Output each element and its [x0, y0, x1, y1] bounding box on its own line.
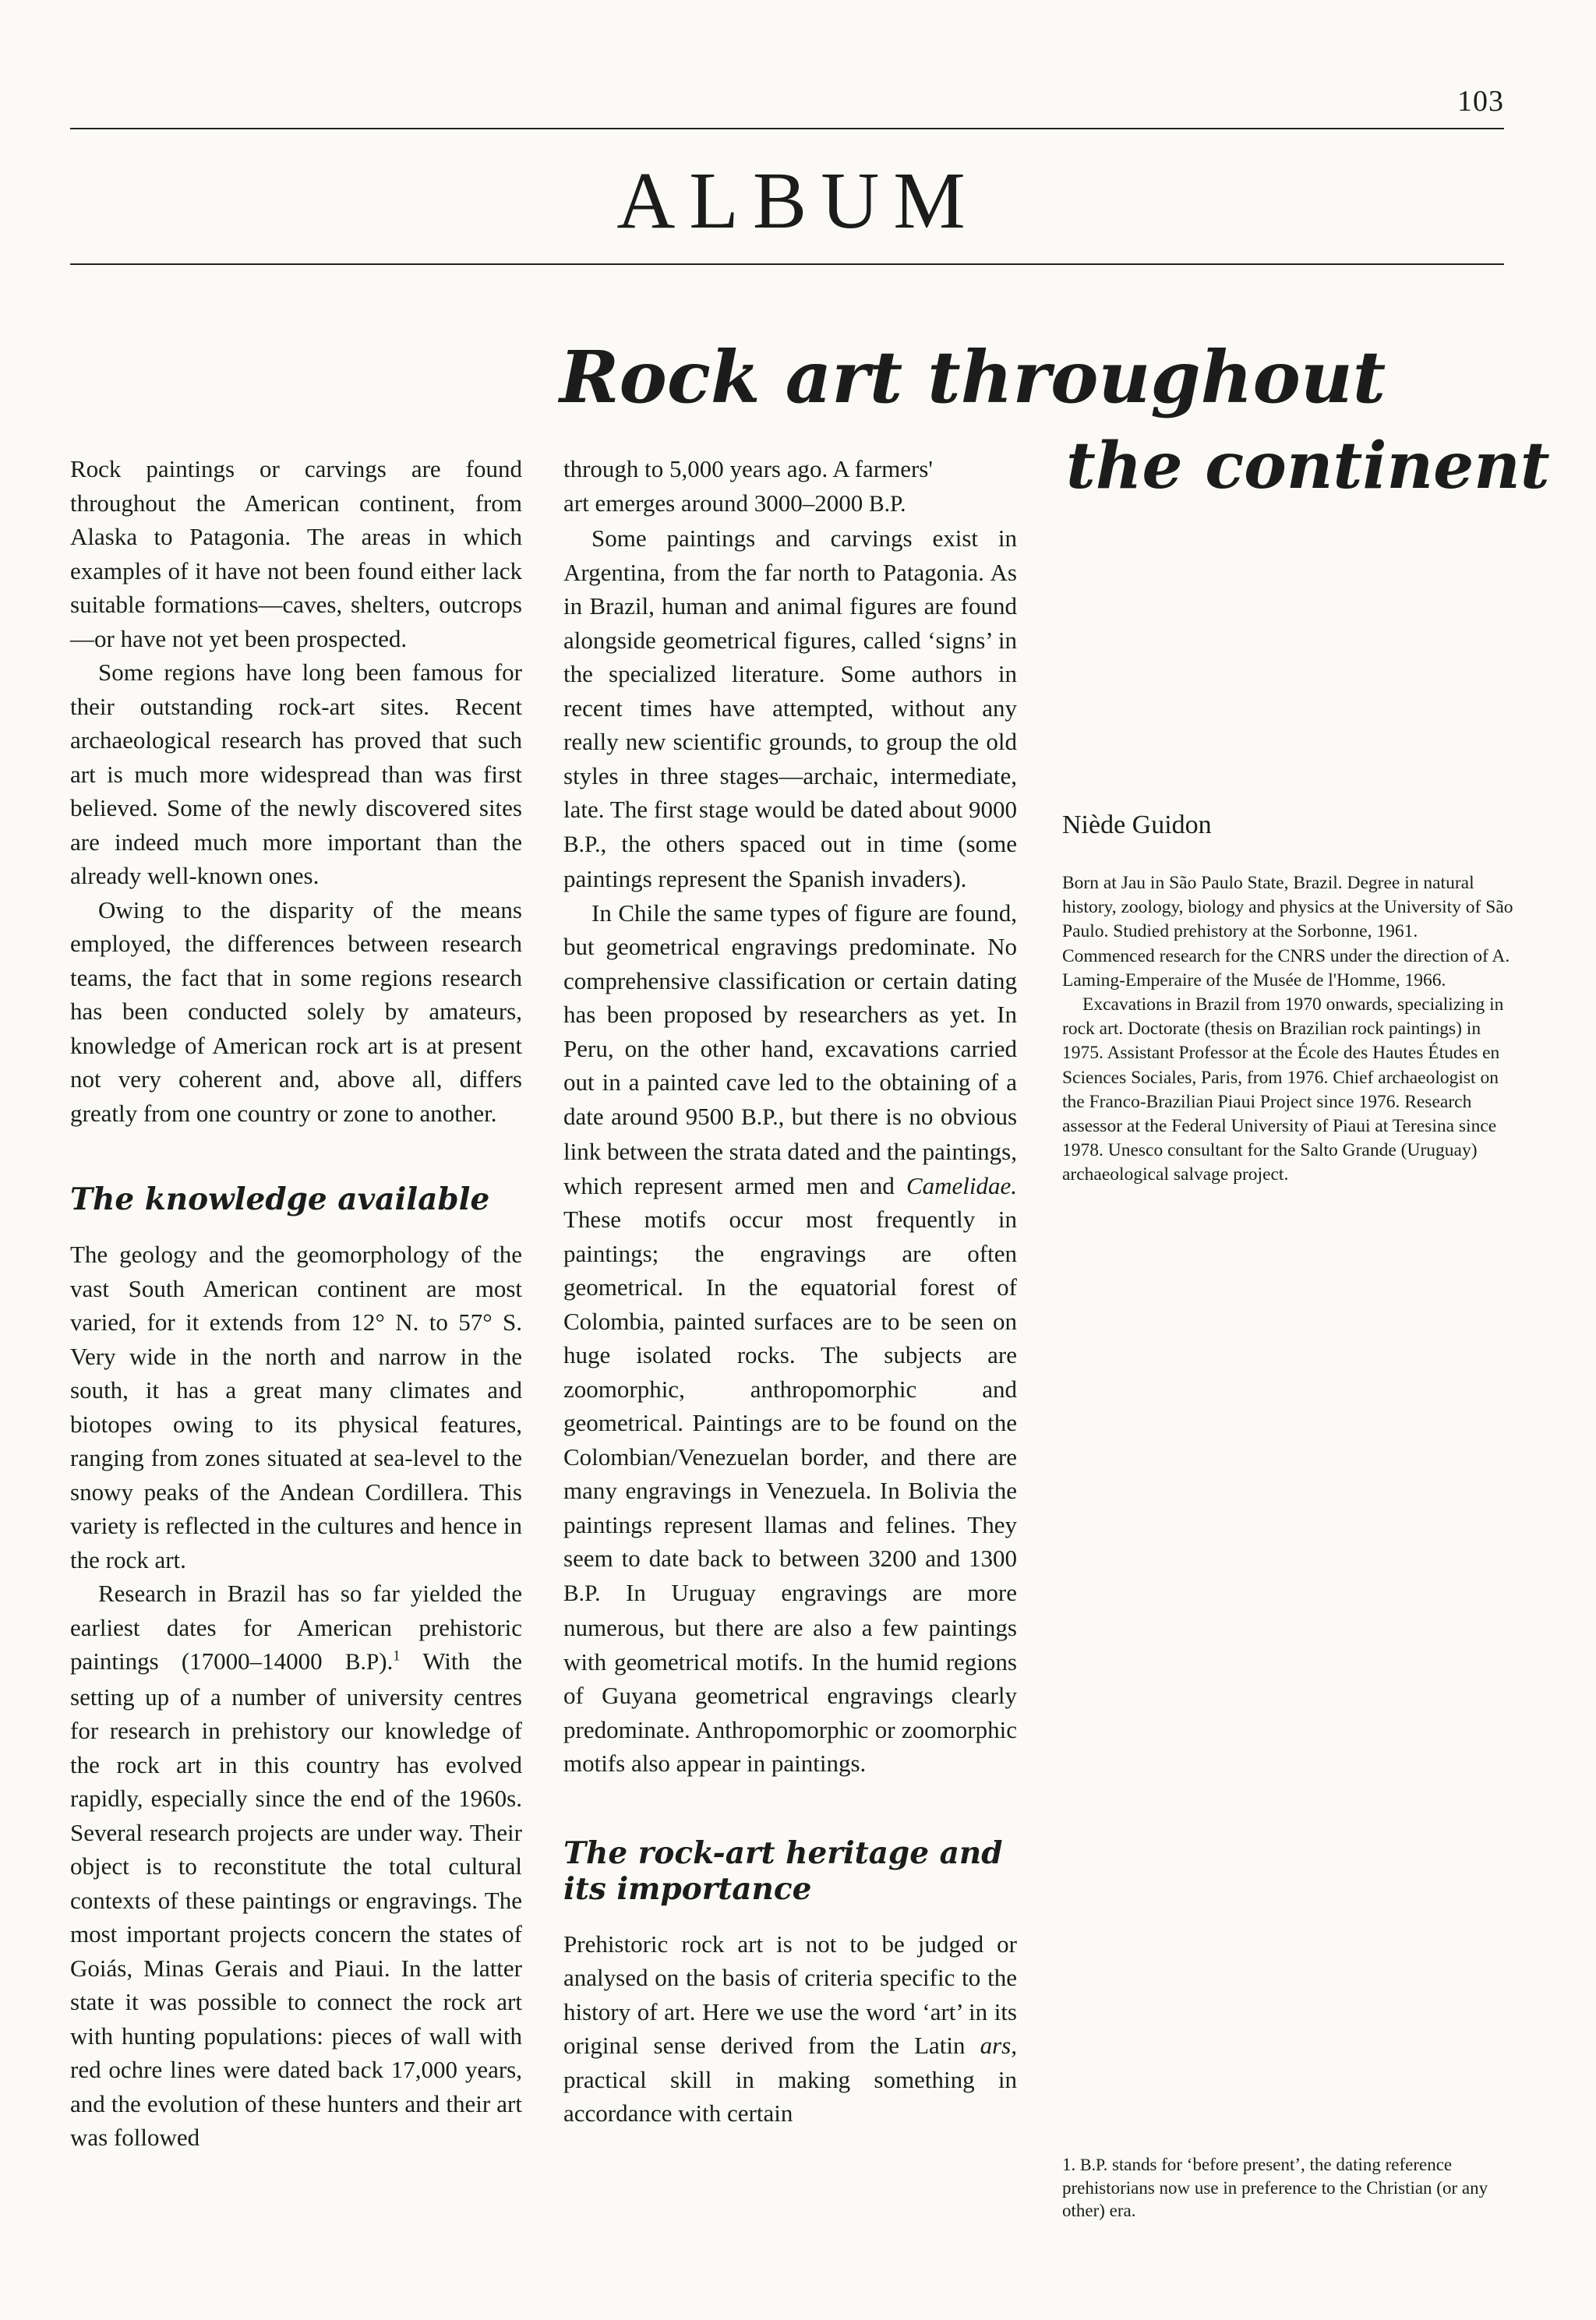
text-run: practical skill in making something in accordance with certain	[563, 2065, 1017, 2127]
section-title: ALBUM	[616, 156, 980, 245]
bp-abbrev: B.P.	[869, 491, 906, 517]
text-run: With the setting up of a number of university centres for research in prehistory our knowledge of the rock art in this country has evolved rapidly, especially since the end of the 1960s. Several research projects are under way. Their object is to reconstitute the total cultural contexts of these paintings or engravings. The most important projects concern the states of Goiás, Minas Gerais and Piaui. In the latter state it was possible to connect the rock art with hunting populations: pieces of wall with red ochre lines were dated back 17,000 years, and the evolution of these hunters and their art was followed	[70, 1647, 522, 2151]
text-run: , the others spaced out in time (some paintings represent the Spanish invaders).	[563, 829, 1017, 892]
article-title-line-2: the continent	[1066, 429, 1550, 503]
author-name: Niède Guidon	[1062, 810, 1212, 839]
subhead-knowledge: The knowledge available	[70, 1181, 490, 1217]
bp-abbrev: B.P.	[563, 832, 601, 857]
top-rule	[70, 128, 1504, 129]
text-run: In Uruguay engravings are more numerous, but there are also a few paintings with geometrical motifs. In the humid regions of Guyana geometrical engravings clearly predominate. Anthropomorphic or zoomorphic motifs also appear in paintings.	[563, 1578, 1017, 1777]
footnote-text: stands for ‘before present’, the dating reference prehistorians now use in preference to the Christian (or any other) era.	[1062, 2155, 1488, 2220]
text-run: In Chile the same types of figure are found, but geometrical engravings predominate. No comprehensive classification or certain dating has been proposed by researchers as yet. In Peru, on the other hand, excavations carried out in a painted cave led to the obtaining of a date around 9500	[563, 899, 1017, 1130]
text-run: ).	[379, 1647, 394, 1675]
text-run: through to 5,000 years ago. A farmers'	[563, 455, 933, 482]
bp-abbrev: B.P	[344, 1650, 380, 1675]
paragraph	[563, 452, 1017, 521]
text-run: art emerges around 3000–2000	[563, 489, 869, 517]
paragraph	[563, 1927, 1017, 2131]
column-left	[70, 452, 522, 2155]
bio-paragraph: Excavations in Brazil from 1970 onwards, specializing in rock art. Doctorate (thesis on Brazilian rock paintings) in 1975. Assistant Professor at the École des Hautes Études en Sciences Sociales, Paris, from 1976. Chief archaeologist on the Franco-Brazilian Piaui Project since 1976. Research assessor at the Federal University of Piaui at Teresina since 1978. Unesco consultant for the Salto Grande (Uruguay) archaeological salvage project.	[1062, 994, 1504, 1185]
footnote-number: 1.	[1062, 2155, 1076, 2174]
article-title-line-1: Rock art throughout	[560, 335, 1386, 419]
column-middle	[563, 452, 1017, 2131]
text-run: Prehistoric rock art is not to be judged or analysed on the basis of criteria specific to the history of art. Here we use the word ‘art’ in its original sense derived from the Latin	[563, 1930, 1017, 2059]
bp-abbrev: B.P.	[741, 1104, 779, 1130]
italic-term: ars,	[980, 2032, 1017, 2059]
bp-abbrev: B.P.	[563, 1580, 601, 1606]
text-run: These motifs occur most frequently in paintings; the engravings are often geometrical. In the equatorial forest of Colombia, painted surfaces are to be seen on huge isolated rocks. The subjects are zoomorphic, anthropomorphic and geometrical. Paintings are to be found on the Colombian/Venezuelan border, and there are many engravings in Venezuela. In Bolivia the paintings represent llamas and felines. They seem to date back to between 3200 and 1300	[563, 1206, 1017, 1572]
bottom-rule	[70, 263, 1504, 265]
italic-term: Camelidae.	[906, 1171, 1017, 1199]
paragraph	[563, 521, 1017, 896]
paragraph: Owing to the disparity of the means employed, the differences between research teams, the fact that in some regions research has been conducted solely by amateurs, knowledge of American rock art is at present not very coherent and, above all, differs greatly from one country or zone to another.	[70, 895, 522, 1127]
paragraph: The geology and the geomorphology of the vast South American continent are most varied, for it extends from 12° N. to 57° S. Very wide in the north and narrow in the south, it has a great many climates and biotopes owing to its physical features, ranging from zones situated at sea-level to the snowy peaks of the Andean Cordillera. This variety is reflected in the cultures and hence in the rock art.	[70, 1241, 522, 1573]
text-run: , but there is no obvious link between the strata dated and the paintings, which represent armed men and	[563, 1102, 1018, 1199]
subhead-heritage: The rock-art heritage and its importance	[563, 1834, 1003, 1907]
page-number: 103	[1457, 85, 1504, 118]
author-bio	[1062, 871, 1514, 1188]
paragraph: Rock paintings or carvings are found throughout the American continent, from Alaska to Patagonia. The areas in which examples of it have not been found either lack suitable formations—caves, shelters, outcrops—or have not yet been prospected.	[70, 455, 522, 652]
footnote-ref: 1	[393, 1647, 401, 1665]
bp-abbrev: B.P.	[1080, 2156, 1108, 2174]
text-run: Research in Brazil has so far yielded the earliest dates for American prehistoric paintings (17000–14000	[70, 1580, 522, 1675]
text-run: Some paintings and carvings exist in Argentina, from the far north to Patagonia. As in Brazil, human and animal figures are found alongside geometrical figures, called ‘signs’ in the specialized literature. Some authors in recent times have attempted, without any really new scientific grounds, to group the old styles in three stages—archaic, intermediate, late. The first stage would be dated about 9000	[563, 524, 1017, 823]
paragraph-brazil	[70, 1577, 522, 2155]
paragraph	[563, 896, 1017, 1781]
footnote	[1062, 2153, 1514, 2222]
paragraph: Some regions have long been famous for their outstanding rock-art sites. Recent archaeological research has proved that such art is much more widespread than was first believed. Some of the newly discovered sites are indeed much more important than the already well-known ones.	[70, 659, 522, 889]
bio-paragraph: Born at Jau in São Paulo State, Brazil. Degree in natural history, zoology, biology and physics at the University of São Paulo. Studied prehistory at the Sorbonne, 1961. Commenced research for the CNRS under the direction of A. Laming-Emperaire of the Musée de l'Homme, 1966.	[1062, 873, 1513, 991]
